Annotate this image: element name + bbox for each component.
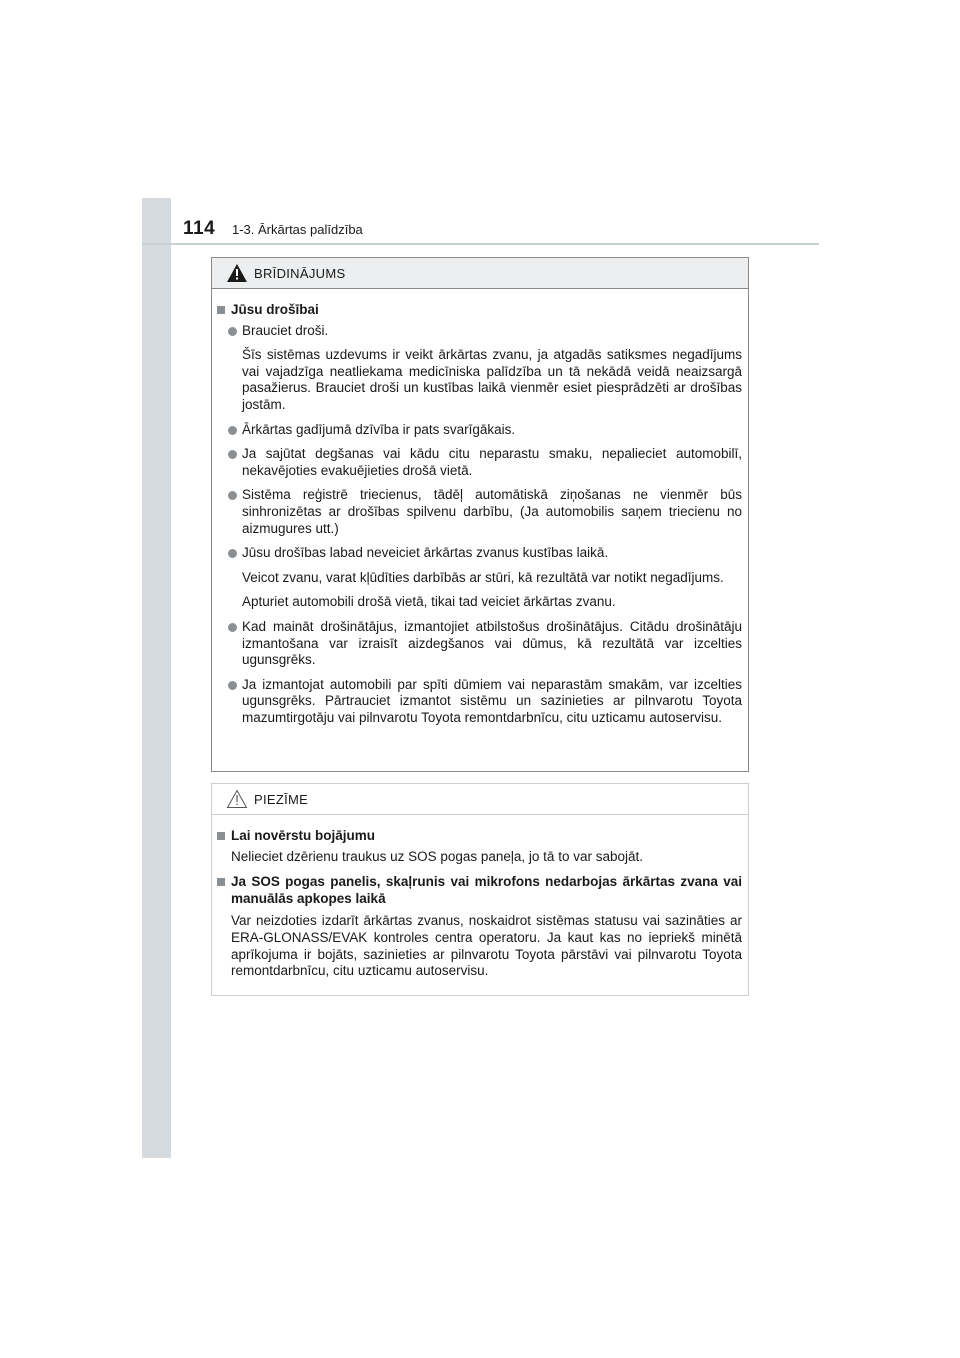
notice-triangle-icon bbox=[226, 789, 248, 809]
square-bullet-icon bbox=[217, 878, 225, 886]
round-bullet-icon bbox=[228, 327, 237, 336]
list-item: Ārkārtas gadījumā dzīvība ir pats svarīgākais. bbox=[216, 422, 742, 439]
note-heading: Lai novērstu bojājumu bbox=[216, 828, 742, 845]
paragraph: Nelieciet dzērienu traukus uz SOS pogas paneļa, jo tā to var sabojāt. bbox=[231, 848, 643, 864]
list-item: Ja izmantojat automobili par spīti dūmiem vai neparastām smakām, var izcelties ugunsgrēks. Pārtrauciet izmantot sistēmu un sazinieties ar pilnvarotu Toyota mazumtirgotāju vai pilnvarotu Toyota remontdarbnīcu, citu uzticamu autoservisu. bbox=[216, 677, 742, 727]
paragraph: Veicot zvanu, varat kļūdīties darbībās ar stūri, kā rezultātā var notikt negadījums. bbox=[242, 569, 724, 585]
round-bullet-icon bbox=[228, 549, 237, 558]
warning-heading: Jūsu drošībai bbox=[216, 302, 742, 319]
note-content bbox=[212, 815, 748, 980]
note-heading: Ja SOS pogas panelis, skaļrunis vai mikrofons nedarbojas ārkārtas zvana vai manuālās apkopes laikā bbox=[216, 874, 742, 907]
round-bullet-icon bbox=[228, 623, 237, 632]
note-box bbox=[211, 783, 749, 996]
warning-box bbox=[211, 257, 749, 772]
paragraph: Apturiet automobili drošā vietā, tikai tad veiciet ārkārtas zvanu. bbox=[242, 594, 616, 610]
list-item: Kad maināt drošinātājus, izmantojiet atbilstošus drošinātājus. Citādu drošinātāju izmantošana var izraisīt aizdegšanos vai dūmus, kā rezultātā var izcelties ugunsgrēks. bbox=[216, 619, 742, 669]
square-bullet-icon bbox=[217, 306, 225, 314]
section-title: 1-3. Ārkārtas palīdzība bbox=[232, 222, 363, 237]
paragraph: Šīs sistēmas uzdevums ir veikt ārkārtas zvanu, ja atgadās satiksmes negadījums vai vajadzīga neatliekama medicīniska palīdzība un tā nekādā veidā neaizsargā pasažierus. Brauciet droši un kustības laikā vienmēr esiet piesprādzēti ar drošības jostām. bbox=[242, 347, 742, 412]
list-item: Sistēma reģistrē triecienus, tādēļ automātiskā ziņošanas ne vienmēr būs sinhronizētas ar drošības spilvenu darbību, (Ja automobilis saņem triecienu no aizmugures utt.) bbox=[216, 487, 742, 537]
warning-title: BRĪDINĀJUMS bbox=[254, 265, 346, 281]
page-sidebar bbox=[142, 198, 171, 1158]
list-item: Jūsu drošības labad neveiciet ārkārtas zvanus kustības laikā. bbox=[216, 545, 742, 562]
list-item: Ja sajūtat degšanas vai kādu citu neparastu smaku, nepalieciet automobilī, nekavējoties evakuējieties drošā vietā. bbox=[216, 446, 742, 479]
round-bullet-icon bbox=[228, 681, 237, 690]
round-bullet-icon bbox=[228, 450, 237, 459]
note-header bbox=[212, 784, 748, 815]
warning-triangle-icon bbox=[226, 263, 248, 283]
note-title: PIEZĪME bbox=[254, 791, 309, 807]
header-rule bbox=[142, 243, 819, 245]
square-bullet-icon bbox=[217, 832, 225, 840]
list-item: Brauciet droši. bbox=[216, 323, 742, 340]
paragraph: Var neizdoties izdarīt ārkārtas zvanus, noskaidrot sistēmas statusu vai sazināties ar ERA-GLONASS/EVAK kontroles centra operatoru. Ja kaut kas no iepriekš minētā aprīkojuma ir bojāts, sazinieties ar pilnvarotu Toyota pārstāvi vai pilnvarotu Toyota remontdarbnīcu, citu uzticamu autoservisu. bbox=[231, 913, 742, 979]
warning-content bbox=[212, 289, 748, 726]
round-bullet-icon bbox=[228, 426, 237, 435]
warning-header bbox=[212, 258, 748, 289]
page-number: 114 bbox=[183, 218, 216, 239]
round-bullet-icon bbox=[228, 491, 237, 500]
